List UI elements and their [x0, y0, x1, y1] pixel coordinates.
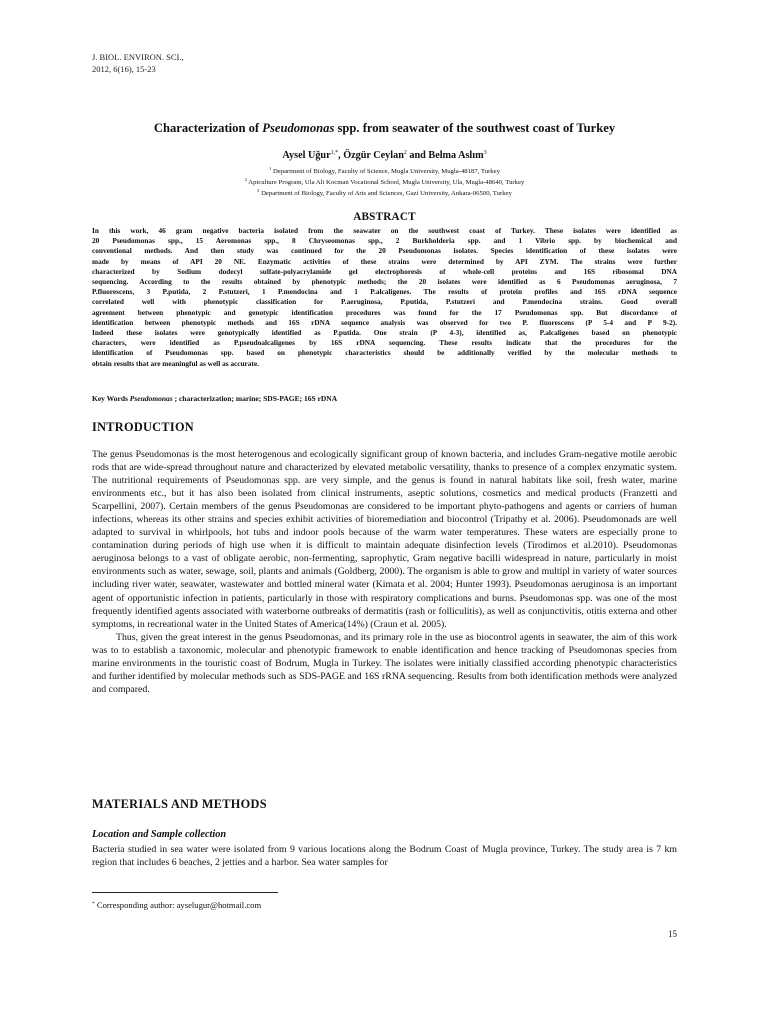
introduction-body: [92, 448, 677, 696]
abstract-line: conventional methods. And then study was continued for the 20 Pseudomonas isolates. Species identification of these isolates were: [92, 246, 677, 256]
affiliation-mark: 1: [269, 166, 272, 171]
author-affil-mark: 3: [483, 150, 487, 156]
abstract-line: characters, were identified as P.pseudoalcaligenes by 16S rDNA sequencing. These results indicate that the procedures for the: [92, 338, 677, 348]
author-affil-mark: 2: [403, 150, 407, 156]
affiliation-text: Department of Biology, Faculty of Science, Mugla University, Mugla-48187, Turkey: [271, 168, 500, 175]
author-name: and Belma Aslım: [406, 150, 484, 161]
affiliation: [92, 186, 677, 198]
paper-page: [92, 0, 677, 1024]
paragraph: Thus, given the great interest in the genus Pseudomonas, and its primary role in the use as biocontrol agents in seawater, the aim of this work was to to establish a taxonomic, molecular and phenotypic framework to enable identification and hence tracking of Pseudomonas species from marine environments in the touristic coast of Bodrum, Mugla in Turkey. The isolates were initially classified according phenotypic characteristics and further identified by molecular methods such as SDS-PAGE and 16S rRNA sequencing. Results from both identification methods were analyzed and compared.: [92, 631, 677, 695]
abstract-line: agreement between phenotypic and genotypic identification procedures was found for the 17 Pseudomonas spp. But discordance of: [92, 307, 677, 317]
abstract-line: made by means of API 20 NE. Enzymatic activities of these strains were determined by API ZYM. The strains were further: [92, 256, 677, 266]
abstract-body: [92, 226, 677, 369]
section-heading-introduction: INTRODUCTION: [92, 420, 194, 434]
footnote-text: Corresponding author: ayselugur@hotmail.com: [94, 900, 262, 910]
abstract-line: correlated well with phenotypic classification for P.aeruginosa, P.putida, P.stutzeri and P.mendocina strains. Good overall: [92, 297, 677, 307]
footnote-divider: [92, 892, 278, 893]
affiliation-mark: 2: [244, 177, 247, 182]
affiliation-mark: 3: [257, 188, 260, 193]
author-name: , Özgür Ceylan: [338, 150, 404, 161]
abstract-line: In this work, 46 gram negative bacteria isolated from the seawater on the southwest coast of Turkey. These isolates were identified as: [92, 226, 677, 235]
title-part: spp. from seawater of the southwest coast of Turkey: [334, 121, 616, 135]
abstract-heading: ABSTRACT: [353, 211, 416, 223]
affiliation-text: Apiculture Program, Ula Ali Kocman Vocational School, Mugla University, Ula, Mugla-48640, Turkey: [246, 179, 525, 186]
journal-citation: [92, 51, 184, 75]
abstract-line: 20 Pseudomonas spp., 15 Aeromonas spp., 8 Chryseomonas spp., 2 Burkholderia spp. and 1 Vibrio spp. by biochemical and: [92, 236, 677, 246]
author-affil-mark: 1,*: [330, 150, 339, 156]
author-list: [92, 150, 677, 161]
abstract-line: P.fluorescens, 3 P.putida, 2 P.stutzeri, 1 P.mendocina and 1 P.alcaligenes. The results of protein profiles and 16S rDNA sequence: [92, 287, 677, 297]
keyword-genus: Pseudomonas: [129, 394, 173, 403]
footnote-mark: *: [92, 901, 95, 907]
title-part: Characterization of: [153, 121, 263, 135]
abstract-line: characterized by Sodium dodecyl sulfate-polyacrylamide gel electrophoresis of whole-cell proteins and 16S ribosomal DNA: [92, 266, 677, 276]
paragraph: Bacteria studied in sea water were isolated from 9 various locations along the Bodrum Coast of Mugla province, Turkey. The study area is 7 km region that includes 6 beaches, 2 jetties and a harbor. Sea water samples for: [92, 844, 677, 869]
keywords-list: ; characterization; marine; SDS-PAGE; 16S rDNA: [172, 394, 338, 403]
abstract-line: identification between phenotypic methods and 16S rDNA sequence analysis was observed for two P. fluorescens (P 5-4 and P 9-2).: [92, 317, 677, 327]
journal-volume: 2012, 6(16), 15-23: [92, 64, 156, 74]
paper-title: [82, 121, 687, 136]
abstract-line: sequencing. According to the results obtained by phenotypic methods; the 20 isolates were identified as 6 Pseudomonas aeruginosa, 7: [92, 277, 677, 287]
methods-body: [92, 843, 677, 869]
abstract-line: identification of Pseudomonas spp. based on phenotypic characteristics should be additionally verified by the molecular methods to: [92, 348, 677, 358]
page-number: 15: [668, 929, 677, 939]
abstract-line: obtain results that are meaningful as well as accurate.: [92, 358, 259, 368]
keywords: [92, 394, 337, 403]
paragraph: The genus Pseudomonas is the most heterogenous and ecologically significant group of known bacteria, and includes Gram-negative motile aerobic rods that are wide-spread throughout nature and characterized by elevated metabolic versatility, thanks to presence of a complex enzymatic system. The nutritional requirements of Pseudomonas spp. are very simple, and the genus is found in natural habitats like soil, fresh water, marine environments etc., but it has also been isolated from clinical instruments, aseptic solutions, cosmetics and medical products (Franzetti and Scarpellini, 2007). Certain members of the genus Pseudomonas are considered to be important phyto-pathogens and agents or carriers of human infections, whereas its other strains and species exhibit activities of bioremediation and biocontrol (Tripathy et al. 2006). Pseudomonads are well adapted to survival in whirlpools, hot tubs and indoor pools because of the warm water temperatures. These waters are especially prone to contamination during periods of high use when it is difficult to maintain adequate disinfection levels (Tirodimos et al.2010). Pseudomonas aeruginosa belongs to a vast of obligate aerobic, non-fermenting, saprophytic, Gram negative bacilli widespread in nature, particularly in moist environments such as water, sewage, soil, plants and animals (Goldberg, 2000). The organism is able to grow and multipl in variety of water sources including river water, seawater, wastewater and bottled mineral water (Kimata et al. 2004; Hunter 1993). Pseudomonas aeruginosa is an important agent of opportunistic infection in patients, particularly in those with respiratory complications and burns. Pseudomonas spp. was one of the most frequently identified agents associated with waterborne outbreaks of dermatitis (rash or folliculitis), as well as conjunctivitis, otitis externa and other symptoms, in recreational water in the United States of America(14%) (Craun et al. 2005).: [92, 449, 677, 630]
abstract-line: Indeed these isolates were genotypically identified as P.putida. One strain (P 4-3), identified as, P.alcaligenes based on phenotypic: [92, 328, 677, 338]
footnote: [92, 900, 261, 910]
keywords-label: Key Words: [92, 394, 130, 403]
affiliation-text: Department of Biology, Faculty of Arts and Sciences, Gazi University, Ankara-06500, Turkey: [259, 190, 512, 197]
subsection-heading: Location and Sample collection: [92, 829, 227, 840]
section-heading-methods: MATERIALS AND METHODS: [92, 797, 267, 811]
author-name: Aysel Uğur: [282, 150, 331, 161]
journal-name: J. BIOL. ENVIRON. SCI.,: [92, 52, 184, 62]
title-genus: Pseudomonas: [262, 121, 335, 135]
